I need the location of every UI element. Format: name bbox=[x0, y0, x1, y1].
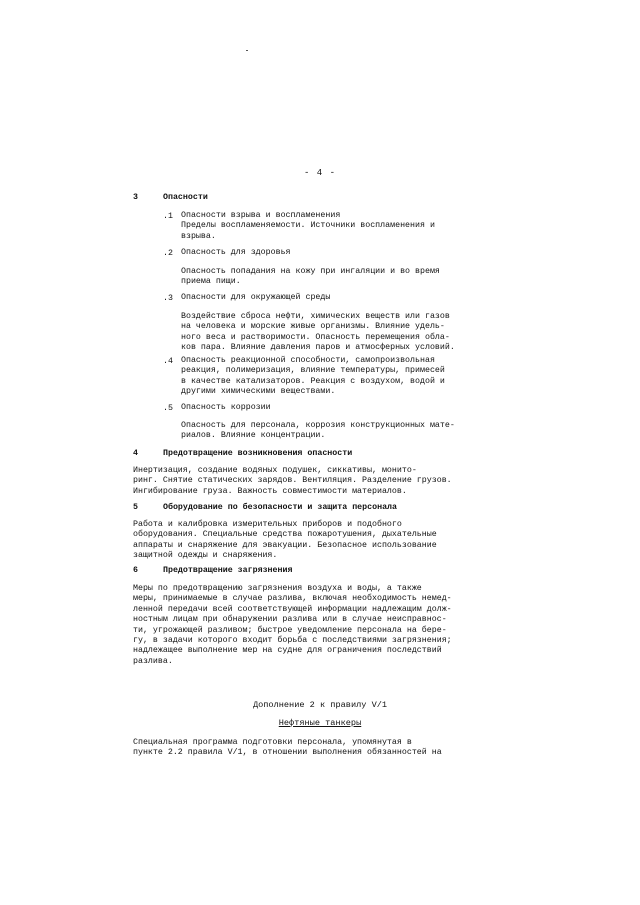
item-3-2-title: Опасность для здоровья bbox=[181, 248, 291, 257]
item-3-3-text: Воздействие сброса нефти, химических веществ или газов на человека и морские живые организмы. Влияние удель- ного веса и растворимости. Опасность перемещения обла- ков пара. Влияние давления паров и атмосферных условий. bbox=[181, 312, 455, 353]
section-5-number: 5 bbox=[133, 503, 138, 512]
item-3-5-text: Опасность для персонала, коррозия конструкционных мате- риалов. Влияние концентрации. bbox=[181, 421, 455, 441]
section-3-title: Опасности bbox=[163, 193, 208, 202]
section-6-number: 6 bbox=[133, 566, 138, 575]
section-5-text: Работа и калибровка измерительных приборов и подобного оборудования. Специальные средства пожаротушения, дыхательные аппараты и снаряжение для эвакуации. Безопасное использование защитной одежды и снаряжения. bbox=[133, 520, 437, 561]
item-3-5-number: .5 bbox=[163, 404, 173, 413]
item-3-2-number: .2 bbox=[163, 249, 173, 258]
item-3-3-title: Опасности для окружающей среды bbox=[181, 293, 331, 302]
section-4-text: Инертизация, создание водяных подушек, сиккативы, монито- ринг. Снятие статических зарядов. Вентиляция. Разделение грузов. Ингибирование груза. Важность совместимости материалов. bbox=[133, 466, 452, 496]
appendix-subtitle: Нефтяные танкеры bbox=[278, 718, 362, 728]
page-number: - 4 - bbox=[303, 168, 336, 178]
item-3-1-number: .1 bbox=[163, 212, 173, 221]
section-4-title: Предотвращение возникновения опасности bbox=[163, 449, 353, 458]
item-3-4-text: Опасность реакционной способности, самопроизвольная реакция, полимеризация, влияние температуры, примесей в качестве катализаторов. Реакция с воздухом, водой и другими химическими веществами. bbox=[181, 356, 445, 397]
item-3-4-number: .4 bbox=[163, 357, 173, 366]
scan-dot bbox=[246, 50, 248, 51]
item-3-5-title: Опасность коррозии bbox=[181, 403, 271, 412]
appendix-text: Специальная программа подготовки персонала, упомянутая в пункте 2.2 правила V/1, в отношении выполнения обязанностей на bbox=[133, 738, 442, 758]
section-4-number: 4 bbox=[133, 449, 138, 458]
item-3-3-number: .3 bbox=[163, 294, 173, 303]
item-3-2-text: Опасность попадания на кожу при ингаляции и во время приема пищи. bbox=[181, 267, 440, 287]
item-3-1-text: Опасности взрыва и воспламенения Пределы воспламеняемости. Источники воспламенения и взрыва. bbox=[181, 211, 435, 241]
section-5-title: Оборудование по безопасности и защита персонала bbox=[163, 503, 398, 512]
section-6-title: Предотвращение загрязнения bbox=[163, 566, 293, 575]
section-3-number: 3 bbox=[133, 193, 138, 202]
appendix-title: Дополнение 2 к правилу V/1 bbox=[252, 700, 388, 710]
section-6-text: Меры по предотвращению загрязнения воздуха и воды, а также меры, принимаемые в случае разлива, включая необходимость немед- ленной передачи всей соответствующей информации надлежащим долж- ностным лицам при обнаружении разлива или в случае неисправнос- ти, угрожающей разливом; быстрое уведомление персонала на бере- гу, в задачи которого входит борьба с последствиями загрязнения; надлежащее выполнение мер на судне для ограничения последствий разлива. bbox=[133, 584, 452, 666]
